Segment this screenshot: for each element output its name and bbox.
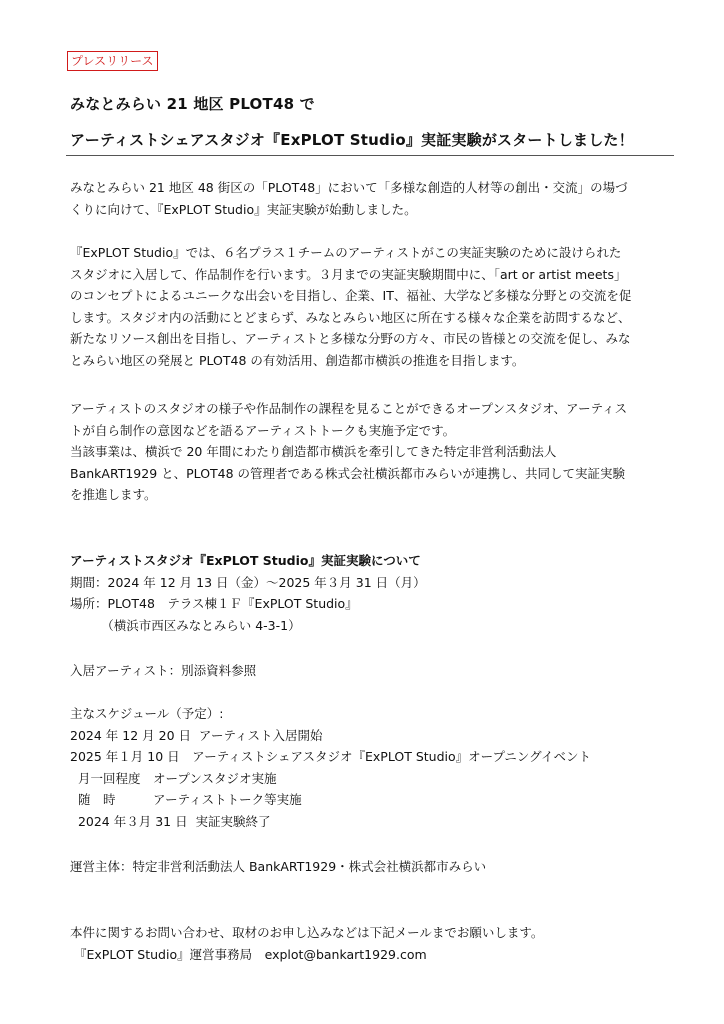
title-divider xyxy=(66,155,674,156)
period-line: 期間：2024 年 12 月 13 日（金）～2025 年３月 31 日（月） xyxy=(70,574,426,590)
place-line: 場所：PLOT48 テラス棟１Ｆ『ExPLOT Studio』 xyxy=(70,596,358,612)
press-release-badge: プレスリリース xyxy=(67,51,158,71)
paragraph-line: とみらい地区の発展と PLOT48 の有効活用、創造都市横浜の推進を目指します。 xyxy=(70,352,525,368)
paragraph-line: トが自ら制作の意図などを語るアーティストトークも実施予定です。 xyxy=(70,422,456,438)
paragraph-line: を推進します。 xyxy=(70,487,157,503)
paragraph-line: 新たなリソース創出を目指し、アーティストと多様な分野の方々、市民の皆様との交流を促し、みな xyxy=(70,331,631,347)
contact-email-line: 『ExPLOT Studio』運営事務局 explot@bankart1929.com xyxy=(74,946,427,962)
about-heading: アーティストスタジオ『ExPLOT Studio』実証実験について xyxy=(70,553,421,568)
intro-line: みなとみらい 21 地区 48 街区の「PLOT48」において「多様な創造的人材等の創出・交流」の場づ xyxy=(70,180,628,195)
paragraph-line: BankART1929 と、PLOT48 の管理者である株式会社横浜都市みらいが連携し、共同して実証実験 xyxy=(70,465,626,481)
intro-paragraph xyxy=(70,177,628,220)
studio-paragraph xyxy=(70,242,631,372)
title-line-1: みなとみらい 21 地区 PLOT48 で xyxy=(70,95,315,113)
paragraph-line: アーティストのスタジオの様子や作品制作の課程を見ることができるオープンスタジオ、アーティス xyxy=(70,401,628,416)
schedule-item: 2024 年 12 月 20 日 アーティスト入居開始 xyxy=(70,727,323,743)
title-line-2: アーティストシェアスタジオ『ExPLOT Studio』実証実験がスタートしました！ xyxy=(70,131,634,149)
contact-line: 本件に関するお問い合わせ、取材のお申し込みなどは下記メールまでお願いします。 xyxy=(70,925,544,940)
paragraph-line: のコンセプトによるユニークな出会いを目指し、企業、IT、福祉、大学など多様な分野との交流を促 xyxy=(70,288,632,304)
paragraph-line: します。スタジオ内の活動にとどまらず、みなとみらい地区に所在する様々な企業を訪問するなど、 xyxy=(70,309,631,325)
artists-line: 入居アーティスト：別添資料参照 xyxy=(70,663,257,678)
about-section xyxy=(70,550,426,636)
schedule-item: 2024 年３月 31 日 実証実験終了 xyxy=(70,813,271,829)
address-line: （横浜市西区みなとみらい 4-3-1） xyxy=(70,617,301,633)
paragraph-line: スタジオに入居して、作品制作を行います。３月までの実証実験期間中に、「art or artist meets」 xyxy=(70,266,627,282)
open-studio-paragraph xyxy=(70,398,627,506)
contact-section xyxy=(70,922,543,965)
organizer-line: 運営主体：特定非営利活動法人 BankART1929・株式会社横浜都市みらい xyxy=(70,859,487,874)
paragraph-line: 当該事業は、横浜で 20 年間にわたり創造都市横浜を牽引してきた特定非営利活動法人 xyxy=(70,444,557,460)
schedule-item: 随 時 アーティストトーク等実施 xyxy=(70,792,302,808)
schedule-item: 2025 年１月 10 日 アーティストシェアスタジオ『ExPLOT Studio』オープニングイベント xyxy=(70,749,592,765)
schedule-section xyxy=(70,703,591,833)
intro-line: くりに向けて、『ExPLOT Studio』実証実験が始動しました。 xyxy=(70,201,417,217)
schedule-item: 月一回程度 オープンスタジオ実施 xyxy=(70,770,277,786)
schedule-heading: 主なスケジュール（予定）: xyxy=(70,706,224,721)
paragraph-line: 『ExPLOT Studio』では、６名プラス１チームのアーティストがこの実証実験のために設けられた xyxy=(70,245,622,260)
